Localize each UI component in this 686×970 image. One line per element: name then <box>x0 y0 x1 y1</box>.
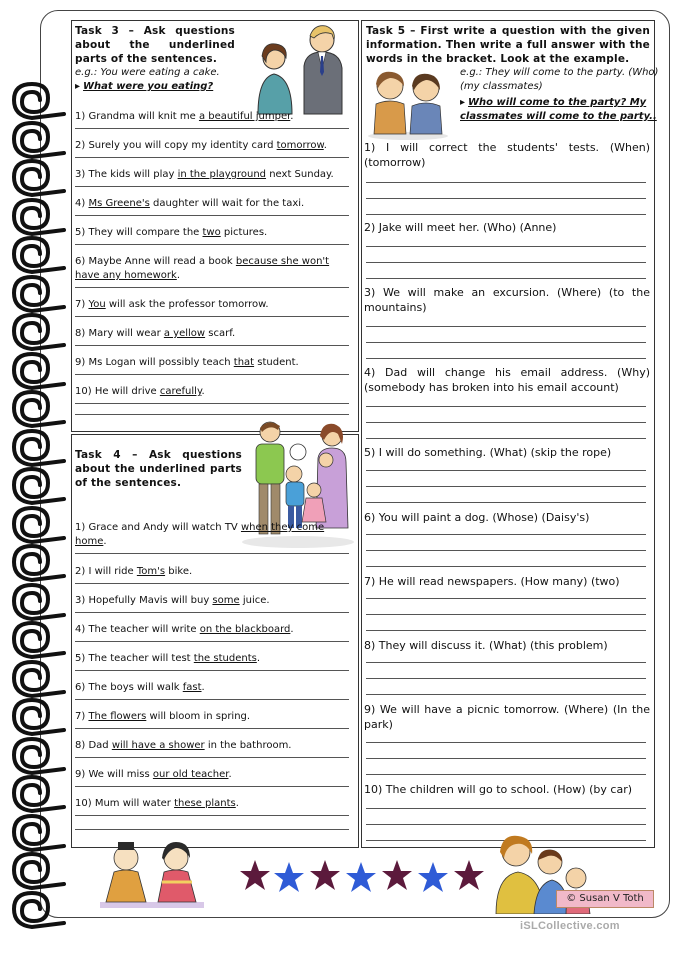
question-10 <box>75 797 239 811</box>
question-4 <box>75 197 304 211</box>
spiral-binding-icon <box>4 348 74 392</box>
answer-line[interactable] <box>366 262 646 263</box>
question-text-end: will bloom in spring. <box>146 711 251 722</box>
star-icon <box>380 858 414 892</box>
answer-line[interactable] <box>366 678 646 679</box>
spiral-binding-icon <box>4 309 74 353</box>
question-7 <box>75 710 250 724</box>
question-text-end: bike. <box>165 566 193 577</box>
star-icon <box>238 858 272 892</box>
answer-line[interactable] <box>75 345 349 346</box>
children-illustration <box>362 64 454 140</box>
question-text-end: . <box>201 386 205 397</box>
question-number: 3) <box>75 169 86 180</box>
answer-line[interactable] <box>75 244 349 245</box>
spiral-binding-icon <box>4 232 74 276</box>
question-1 <box>75 110 293 124</box>
star-icon <box>452 858 486 892</box>
underlined-part: The flowers <box>88 711 147 722</box>
question-number: 7) <box>75 711 86 722</box>
underlined-part: carefully <box>159 386 202 397</box>
answer-line[interactable] <box>75 553 349 554</box>
spiral-binding-icon <box>4 579 74 623</box>
answer-line[interactable] <box>366 534 646 535</box>
answer-line[interactable] <box>366 278 646 279</box>
question-2 <box>75 565 192 579</box>
question-number: 2) <box>75 566 86 577</box>
question-number: 1) <box>75 522 86 533</box>
question-text: The kids will play <box>88 169 178 180</box>
task5-question-1: 1) I will correct the students' tests. (When) (tomorrow) <box>364 141 650 169</box>
spiral-binding-icon <box>4 656 74 700</box>
question-text-end: student. <box>254 357 299 368</box>
question-8 <box>75 327 235 341</box>
question-text: Mum will water <box>94 798 175 809</box>
underlined-part: two <box>202 227 221 238</box>
answer-line[interactable] <box>366 182 646 183</box>
question-8 <box>75 739 292 753</box>
question-3 <box>75 594 270 608</box>
question-3 <box>75 168 334 182</box>
underlined-part: on the blackboard <box>199 624 291 635</box>
answer-line[interactable] <box>366 438 646 439</box>
question-number: 4) <box>75 624 86 635</box>
underlined-part: the students <box>193 653 257 664</box>
question-text: We will miss <box>88 769 153 780</box>
question-number: 6) <box>75 256 86 267</box>
underlined-part: will have a shower <box>111 740 205 751</box>
answer-line[interactable] <box>75 583 349 584</box>
task5-question-7: 7) He will read newspapers. (How many) (two) <box>364 575 620 588</box>
answer-line[interactable] <box>366 630 646 631</box>
question-text-end: scarf. <box>205 328 236 339</box>
question-text-end: . <box>290 111 294 122</box>
question-text: Dad <box>88 740 112 751</box>
teacher-student-illustration <box>252 18 352 118</box>
spiral-binding-icon <box>4 810 74 854</box>
answer-line[interactable] <box>75 403 349 404</box>
underlined-part: some <box>212 595 240 606</box>
question-text: Grace and Andy will watch TV <box>88 522 241 533</box>
triangle-bullet-icon: ▸ <box>460 97 466 108</box>
spiral-binding-icon <box>4 502 74 546</box>
task5-heading: Task 5 – First write a question with the given information. Then write a full answer with the words in the bracket. Look at the example. <box>366 25 650 65</box>
answer-line[interactable] <box>366 662 646 663</box>
underlined-part: a beautiful jumper <box>198 111 291 122</box>
question-4 <box>75 623 294 637</box>
copyright-credit: © Susan V Toth <box>556 890 654 908</box>
spiral-binding-icon <box>4 194 74 238</box>
answer-line[interactable] <box>366 326 646 327</box>
answer-line[interactable] <box>75 815 349 816</box>
question-10 <box>75 385 205 399</box>
answer-line[interactable] <box>366 198 646 199</box>
answer-line[interactable] <box>75 728 349 729</box>
answer-line[interactable] <box>366 470 646 471</box>
underlined-part: when they come home <box>75 522 325 547</box>
question-number: 10) <box>75 798 92 809</box>
spiral-binding-icon <box>4 271 74 315</box>
question-text: Maybe Anne will read a book <box>88 256 236 267</box>
question-text: The teacher will test <box>88 653 194 664</box>
answer-line[interactable] <box>366 342 646 343</box>
answer-line[interactable] <box>366 406 646 407</box>
answer-line[interactable] <box>75 186 349 187</box>
answer-line[interactable] <box>75 699 349 700</box>
task4-heading: Task 4 – Ask questions about the underlined parts of the sentences. <box>75 449 242 489</box>
question-text-end: . <box>201 682 205 693</box>
spiral-binding-icon <box>4 425 74 469</box>
question-1 <box>75 521 355 549</box>
answer-line[interactable] <box>366 824 646 825</box>
question-text: Ms Logan will possibly teach <box>88 357 234 368</box>
answer-line[interactable] <box>75 829 349 830</box>
question-text: The boys will walk <box>88 682 183 693</box>
answer-line[interactable] <box>366 758 646 759</box>
answer-line[interactable] <box>75 786 349 787</box>
answer-line[interactable] <box>366 246 646 247</box>
spiral-binding-icon <box>4 155 74 199</box>
spiral-binding-icon <box>4 694 74 738</box>
spiral-binding-icon <box>4 887 74 931</box>
question-6 <box>75 681 205 695</box>
underlined-part: because she won't have any homework <box>75 256 330 281</box>
question-number: 5) <box>75 227 86 238</box>
question-number: 3) <box>75 595 86 606</box>
answer-line[interactable] <box>366 422 646 423</box>
answer-line[interactable] <box>366 550 646 551</box>
question-text: Grandma will knit me <box>88 111 199 122</box>
answer-line[interactable] <box>366 502 646 503</box>
task5-example-answer-line1: ▸ Who will come to the party? My <box>460 97 647 108</box>
answer-line[interactable] <box>75 641 349 642</box>
task5-question-6: 6) You will paint a dog. (Whose) (Daisy's) <box>364 511 590 524</box>
question-text-end: . <box>176 270 181 281</box>
answer-line[interactable] <box>366 614 646 615</box>
task5-question-3: 3) We will make an excursion. (Where) (to the mountains) <box>364 286 650 314</box>
answer-line[interactable] <box>75 215 349 216</box>
task3-heading: Task 3 – Ask questions about the underlined parts of the sentences. <box>75 25 235 65</box>
question-text-end: . <box>256 653 261 664</box>
answer-line[interactable] <box>366 214 646 215</box>
task5-example-answer-line2: classmates will come to the party.. <box>460 111 657 122</box>
underlined-part: fast <box>182 682 202 693</box>
underlined-part: Ms Greene's <box>88 198 150 209</box>
question-number: 8) <box>75 740 86 751</box>
question-5 <box>75 226 267 240</box>
spiral-binding-icon <box>4 463 74 507</box>
spiral-binding-icon <box>4 771 74 815</box>
underlined-part: Tom's <box>136 566 166 577</box>
spiral-binding-icon <box>4 617 74 661</box>
question-text-end: pictures. <box>220 227 268 238</box>
question-text-end: . <box>235 798 239 809</box>
question-text: Hopefully Mavis will buy <box>88 595 213 606</box>
answer-line[interactable] <box>75 414 349 415</box>
question-text: The teacher will write <box>88 624 200 635</box>
answer-line[interactable] <box>366 742 646 743</box>
task5-question-4: 4) Dad will change his email address. (Why) (somebody has broken into his email account) <box>364 366 650 394</box>
question-text: Mary will wear <box>88 328 164 339</box>
star-icon <box>308 858 342 892</box>
question-number: 5) <box>75 653 86 664</box>
question-text: I will ride <box>88 566 137 577</box>
answer-line[interactable] <box>366 566 646 567</box>
question-number: 6) <box>75 682 86 693</box>
underlined-part: these plants <box>174 798 236 809</box>
underlined-part: tomorrow <box>276 140 324 151</box>
spiral-binding-icon <box>4 848 74 892</box>
question-2 <box>75 139 327 153</box>
task5-question-8: 8) They will discuss it. (What) (this problem) <box>364 639 608 652</box>
question-text-end: juice. <box>239 595 270 606</box>
underlined-part: You <box>88 299 106 310</box>
answer-line[interactable] <box>366 808 646 809</box>
spiral-binding-icon <box>4 540 74 584</box>
answer-line[interactable] <box>366 694 646 695</box>
site-footer[interactable]: iSLCollective.com <box>520 920 620 932</box>
task3-example: e.g.: You were eating a cake. <box>75 67 220 78</box>
spiral-binding-icon <box>4 78 74 122</box>
question-text-end: next Sunday. <box>266 169 334 180</box>
answer-line[interactable] <box>75 287 349 288</box>
answer-line[interactable] <box>366 486 646 487</box>
answer-line[interactable] <box>75 612 349 613</box>
question-number: 10) <box>75 386 92 397</box>
question-text-end: . <box>323 140 327 151</box>
question-text: They will compare the <box>88 227 203 238</box>
star-icon <box>416 860 450 894</box>
spiral-binding-icon <box>4 386 74 430</box>
question-number: 8) <box>75 328 86 339</box>
triangle-bullet-icon: ▸ <box>75 81 81 92</box>
answer-line[interactable] <box>75 128 349 129</box>
answer-line[interactable] <box>366 598 646 599</box>
question-5 <box>75 652 260 666</box>
answer-line[interactable] <box>366 358 646 359</box>
task5-question-10: 10) The children will go to school. (How) (by car) <box>364 783 633 796</box>
task5-question-2: 2) Jake will meet her. (Who) (Anne) <box>364 221 557 234</box>
question-number: 4) <box>75 198 86 209</box>
question-number: 9) <box>75 769 86 780</box>
task5-question-5: 5) I will do something. (What) (skip the rope) <box>364 446 612 459</box>
question-6 <box>75 255 355 283</box>
answer-line[interactable] <box>75 670 349 671</box>
question-text-end: . <box>290 624 294 635</box>
question-text-end: . <box>228 769 232 780</box>
underlined-part: a yellow <box>163 328 206 339</box>
spiral-binding-icon <box>4 117 74 161</box>
question-text-end: . <box>103 536 107 547</box>
question-number: 2) <box>75 140 86 151</box>
spiral-binding-icon <box>4 733 74 777</box>
question-text-end: in the bathroom. <box>204 740 292 751</box>
answer-line[interactable] <box>75 757 349 758</box>
star-icon <box>344 860 378 894</box>
question-9 <box>75 356 299 370</box>
question-9 <box>75 768 232 782</box>
answer-line[interactable] <box>75 157 349 158</box>
question-text: Surely you will copy my identity card <box>88 140 277 151</box>
task5-example-line2: (my classmates) <box>460 81 543 92</box>
answer-line[interactable] <box>75 316 349 317</box>
question-number: 7) <box>75 299 86 310</box>
task5-question-9: 9) We will have a picnic tomorrow. (Where) (In the park) <box>364 703 650 731</box>
task3-example-answer: ▸ What were you eating? <box>75 81 214 92</box>
task5-example-line1: e.g.: They will come to the party. (Who) <box>460 67 659 78</box>
dolls-illustration <box>96 838 208 912</box>
question-number: 1) <box>75 111 86 122</box>
underlined-part: our old teacher <box>152 769 229 780</box>
question-number: 9) <box>75 357 86 368</box>
question-text: He will drive <box>94 386 160 397</box>
question-text-end: daughter will wait for the taxi. <box>149 198 305 209</box>
answer-line[interactable] <box>366 774 646 775</box>
answer-line[interactable] <box>75 374 349 375</box>
star-icon <box>272 860 306 894</box>
question-7 <box>75 298 269 312</box>
question-text-end: will ask the professor tomorrow. <box>105 299 269 310</box>
underlined-part: that <box>233 357 255 368</box>
underlined-part: in the playground <box>177 169 267 180</box>
